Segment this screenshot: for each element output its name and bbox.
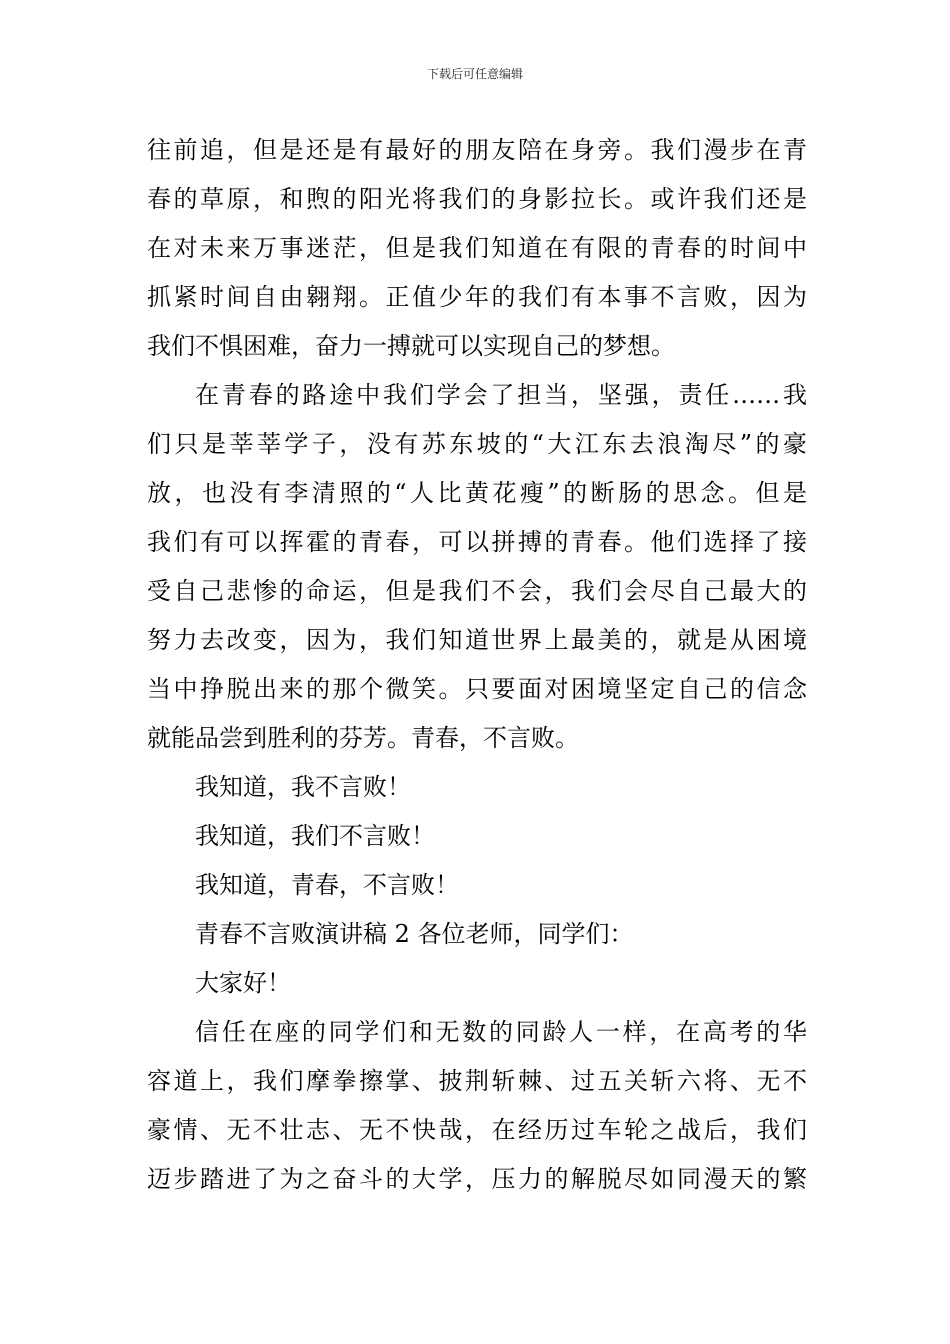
text-line: 我知道，我不言败！ (195, 773, 411, 801)
text-line: 春的草原，和煦的阳光将我们的身影拉长。或许我们还是 (147, 185, 807, 213)
text-line: 抓紧时间自由翱翔。正值少年的我们有本事不言败，因为 (147, 283, 807, 311)
text-line: 豪情、无不壮志、无不快哉，在经历过车轮之战后，我们 (147, 1116, 807, 1144)
text-line: 努力去改变，因为，我们知道世界上最美的，就是从困境 (147, 626, 807, 654)
text-line: 就能品尝到胜利的芬芳。青春，不言败。 (147, 724, 579, 752)
text-line: 我知道，我们不言败！ (195, 822, 435, 850)
text-line: 们只是莘莘学子，没有苏东坡的“大江东去浪淘尽”的豪 (147, 430, 807, 458)
text-line: 我知道，青春，不言败！ (195, 871, 459, 899)
text-line: 青春不言败演讲稿 2 各位老师，同学们： (195, 920, 634, 948)
text-line: 我们不惧困难，奋力一搏就可以实现自己的梦想。 (147, 332, 675, 360)
text-line: 往前追，但是还是有最好的朋友陪在身旁。我们漫步在青 (147, 136, 807, 164)
text-line: 迈步踏进了为之奋斗的大学，压力的解脱尽如同漫天的繁 (147, 1165, 807, 1193)
page-header: 下载后可任意编辑 (426, 67, 523, 81)
text-line: 大家好！ (195, 969, 291, 997)
text-line: 放，也没有李清照的“人比黄花瘦”的断肠的思念。但是 (147, 479, 807, 507)
text-line: 受自己悲惨的命运，但是我们不会，我们会尽自己最大的 (147, 577, 807, 605)
text-line: 信任在座的同学们和无数的同龄人一样，在高考的华 (195, 1018, 807, 1046)
text-line: 我们有可以挥霍的青春，可以拼搏的青春。他们选择了接 (147, 528, 807, 556)
text-line: 在青春的路途中我们学会了担当，坚强，责任……我 (195, 381, 807, 409)
text-line: 在对未来万事迷茫，但是我们知道在有限的青春的时间中 (147, 234, 807, 262)
text-line: 容道上，我们摩拳擦掌、披荆斩棘、过五关斩六将、无不 (147, 1067, 807, 1095)
text-line: 当中挣脱出来的那个微笑。只要面对困境坚定自己的信念 (147, 675, 807, 703)
